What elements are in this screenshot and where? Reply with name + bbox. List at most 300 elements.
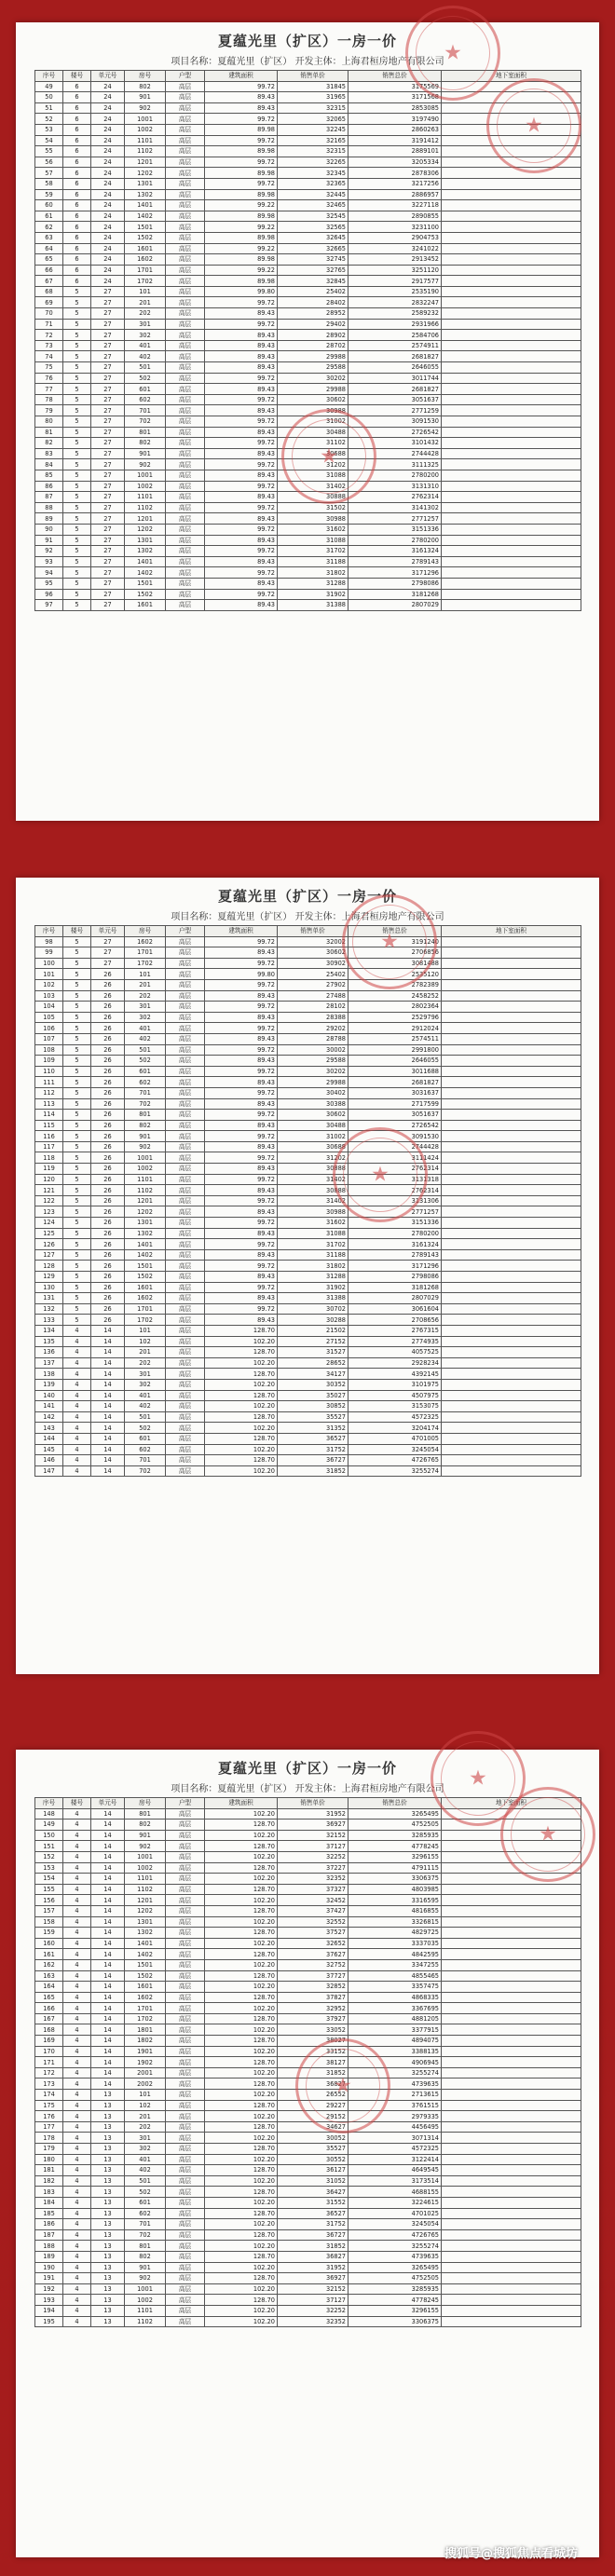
cell-area: 89.43	[205, 427, 278, 438]
cell-type: 高层	[166, 1087, 205, 1098]
cell-area: 99.22	[205, 243, 278, 254]
cell-unit: 26	[91, 1066, 125, 1077]
cell-unit: 27	[91, 459, 125, 470]
cell-unit: 13	[91, 2283, 125, 2295]
cell-basement-area	[442, 958, 581, 969]
cell-serial: 99	[35, 947, 63, 959]
cell-unit: 14	[91, 1390, 125, 1401]
column-header-unit: 单元号	[91, 71, 125, 82]
cell-area: 128.70	[205, 2121, 278, 2133]
cell-type: 高层	[166, 1369, 205, 1380]
cell-total-price: 2931966	[348, 319, 442, 330]
cell-unit: 24	[91, 114, 125, 125]
table-row	[35, 524, 581, 535]
cell-area: 102.20	[205, 1982, 278, 1993]
cell-type: 高层	[166, 481, 205, 492]
cell-unit-price: 35027	[278, 1390, 348, 1401]
cell-unit-price: 31602	[278, 524, 348, 535]
column-header-area: 建筑面积	[205, 71, 278, 82]
table-row	[35, 1455, 581, 1466]
cell-serial: 139	[35, 1379, 63, 1390]
cell-total-price: 2762314	[348, 492, 442, 503]
cell-building: 5	[63, 524, 91, 535]
cell-basement-area	[442, 2144, 581, 2155]
cell-basement-area	[442, 448, 581, 459]
cell-type: 高层	[166, 1218, 205, 1229]
cell-building: 5	[63, 362, 91, 374]
column-header-type: 户型	[166, 71, 205, 82]
price-table	[34, 1797, 581, 2327]
cell-serial: 49	[35, 81, 63, 92]
cell-unit: 24	[91, 189, 125, 200]
cell-area: 89.43	[205, 1272, 278, 1283]
cell-area: 99.72	[205, 459, 278, 470]
table-row	[35, 1465, 581, 1477]
cell-room: 1601	[125, 1282, 166, 1293]
cell-room: 502	[125, 373, 166, 384]
cell-room: 702	[125, 1098, 166, 1110]
cell-building: 4	[63, 2046, 91, 2057]
cell-total-price: 4778245	[348, 1841, 442, 1852]
cell-total-price: 3204174	[348, 1423, 442, 1434]
cell-room: 702	[125, 2229, 166, 2241]
column-header-building: 楼号	[63, 71, 91, 82]
cell-total-price: 2979335	[348, 2111, 442, 2122]
cell-basement-area	[442, 1077, 581, 1088]
cell-basement-area	[442, 222, 581, 233]
table-row	[35, 2283, 581, 2295]
cell-type: 高层	[166, 1970, 205, 1982]
cell-area: 89.43	[205, 351, 278, 362]
cell-unit: 14	[91, 1982, 125, 1993]
cell-room: 1101	[125, 135, 166, 146]
cell-unit-price: 31288	[278, 578, 348, 589]
cell-total-price: 2771257	[348, 513, 442, 525]
cell-type: 高层	[166, 1141, 205, 1152]
cell-room: 102	[125, 1336, 166, 1347]
cell-total-price: 4778245	[348, 2295, 442, 2306]
table-row	[35, 1949, 581, 1960]
cell-total-price: 2798086	[348, 578, 442, 589]
cell-basement-area	[442, 1195, 581, 1206]
table-row	[35, 362, 581, 374]
cell-type: 高层	[166, 567, 205, 579]
cell-basement-area	[442, 135, 581, 146]
cell-type: 高层	[166, 1884, 205, 1895]
cell-basement-area	[442, 1218, 581, 1229]
cell-unit-price: 32165	[278, 135, 348, 146]
cell-type: 高层	[166, 2079, 205, 2090]
cell-basement-area	[442, 1023, 581, 1034]
cell-total-price: 2762314	[348, 1164, 442, 1175]
cell-type: 高层	[166, 2067, 205, 2079]
cell-building: 4	[63, 2175, 91, 2187]
cell-unit: 26	[91, 1120, 125, 1131]
cell-area: 99.72	[205, 1066, 278, 1077]
cell-type: 高层	[166, 114, 205, 125]
cell-unit-price: 31002	[278, 1131, 348, 1142]
cell-unit-price: 31102	[278, 438, 348, 449]
cell-serial: 74	[35, 351, 63, 362]
table-row	[35, 189, 581, 200]
column-header-basement-area: 地下室面积	[442, 1798, 581, 1809]
cell-basement-area	[442, 114, 581, 125]
cell-basement-area	[442, 1928, 581, 1939]
cell-area: 102.20	[205, 1379, 278, 1390]
cell-basement-area	[442, 556, 581, 567]
cell-unit: 14	[91, 1808, 125, 1820]
cell-building: 5	[63, 1293, 91, 1304]
column-header-room: 房号	[125, 71, 166, 82]
cell-type: 高层	[166, 448, 205, 459]
cell-unit: 14	[91, 1820, 125, 1831]
cell-room: 1102	[125, 146, 166, 157]
cell-serial: 83	[35, 448, 63, 459]
cell-unit-price: 32252	[278, 1851, 348, 1862]
cell-unit-price: 32152	[278, 2283, 348, 2295]
cell-unit-price: 37527	[278, 1928, 348, 1939]
table-row	[35, 157, 581, 168]
cell-basement-area	[442, 1044, 581, 1056]
cell-type: 高层	[166, 947, 205, 959]
cell-total-price: 2762314	[348, 1185, 442, 1196]
cell-unit-price: 27902	[278, 979, 348, 990]
cell-unit: 14	[91, 1884, 125, 1895]
cell-unit: 14	[91, 2024, 125, 2036]
table-row	[35, 1874, 581, 1885]
table-row	[35, 1336, 581, 1347]
cell-area: 102.20	[205, 2111, 278, 2122]
table-row	[35, 1185, 581, 1196]
cell-room: 1702	[125, 2013, 166, 2024]
cell-room: 1301	[125, 535, 166, 546]
cell-area: 102.20	[205, 1336, 278, 1347]
cell-unit-price: 32352	[278, 2316, 348, 2327]
cell-serial: 126	[35, 1239, 63, 1250]
table-row	[35, 1131, 581, 1142]
cell-unit: 27	[91, 578, 125, 589]
table-row	[35, 102, 581, 114]
cell-total-price: 4855465	[348, 1970, 442, 1982]
cell-unit: 27	[91, 362, 125, 374]
cell-building: 4	[63, 1336, 91, 1347]
cell-type: 高层	[166, 1044, 205, 1056]
table-row	[35, 1357, 581, 1369]
cell-serial: 140	[35, 1390, 63, 1401]
column-header-basement-area: 地下室面积	[442, 71, 581, 82]
table-row	[35, 135, 581, 146]
cell-type: 高层	[166, 1916, 205, 1928]
table-row	[35, 427, 581, 438]
cell-unit: 26	[91, 1195, 125, 1206]
cell-basement-area	[442, 102, 581, 114]
cell-total-price: 4688155	[348, 2187, 442, 2198]
cell-unit: 27	[91, 958, 125, 969]
table-row	[35, 81, 581, 92]
table-row	[35, 308, 581, 320]
cell-total-price: 2853085	[348, 102, 442, 114]
cell-serial: 161	[35, 1949, 63, 1960]
cell-room: 501	[125, 2175, 166, 2187]
cell-unit-price: 36827	[278, 2251, 348, 2262]
cell-unit: 14	[91, 1928, 125, 1939]
cell-area: 89.98	[205, 168, 278, 179]
table-row	[35, 2121, 581, 2133]
cell-building: 6	[63, 135, 91, 146]
cell-total-price: 3231100	[348, 222, 442, 233]
cell-area: 99.72	[205, 394, 278, 405]
cell-basement-area	[442, 2305, 581, 2316]
cell-unit-price: 30388	[278, 1098, 348, 1110]
cell-unit-price: 32002	[278, 936, 348, 947]
cell-total-price: 3337035	[348, 1938, 442, 1949]
cell-serial: 134	[35, 1325, 63, 1336]
table-row	[35, 1077, 581, 1088]
cell-basement-area	[442, 1379, 581, 1390]
cell-unit-price: 32465	[278, 200, 348, 211]
cell-room: 901	[125, 1830, 166, 1841]
cell-area: 89.43	[205, 1185, 278, 1196]
cell-total-price: 2458252	[348, 990, 442, 1002]
cell-building: 5	[63, 600, 91, 611]
cell-building: 6	[63, 222, 91, 233]
cell-type: 高层	[166, 1239, 205, 1250]
cell-building: 4	[63, 2111, 91, 2122]
cell-type: 高层	[166, 1195, 205, 1206]
cell-building: 4	[63, 1928, 91, 1939]
cell-total-price: 3122414	[348, 2154, 442, 2165]
cell-room: 201	[125, 979, 166, 990]
cell-serial: 62	[35, 222, 63, 233]
cell-unit-price: 33152	[278, 2046, 348, 2057]
cell-basement-area	[442, 427, 581, 438]
table-row	[35, 2197, 581, 2208]
cell-unit: 27	[91, 384, 125, 395]
column-header-serial: 序号	[35, 1798, 63, 1809]
cell-serial: 51	[35, 102, 63, 114]
cell-type: 高层	[166, 1056, 205, 1067]
cell-serial: 69	[35, 297, 63, 308]
cell-room: 901	[125, 1131, 166, 1142]
cell-unit-price: 26552	[278, 2090, 348, 2101]
cell-room: 1502	[125, 232, 166, 243]
cell-unit: 27	[91, 492, 125, 503]
table-row	[35, 124, 581, 135]
cell-serial: 116	[35, 1131, 63, 1142]
cell-serial: 138	[35, 1369, 63, 1380]
cell-building: 6	[63, 157, 91, 168]
cell-basement-area	[442, 947, 581, 959]
cell-unit-price: 28702	[278, 340, 348, 351]
cell-building: 4	[63, 2100, 91, 2111]
cell-basement-area	[442, 502, 581, 513]
table-row	[35, 1851, 581, 1862]
cell-basement-area	[442, 1164, 581, 1175]
cell-area: 99.72	[205, 319, 278, 330]
cell-area: 99.72	[205, 546, 278, 557]
cell-total-price: 3131318	[348, 1174, 442, 1185]
cell-serial: 133	[35, 1315, 63, 1326]
cell-serial: 151	[35, 1841, 63, 1852]
table-row	[35, 2241, 581, 2252]
cell-basement-area	[442, 157, 581, 168]
cell-type: 高层	[166, 1357, 205, 1369]
table-row	[35, 2262, 581, 2273]
cell-unit: 14	[91, 1938, 125, 1949]
cell-unit-price: 36427	[278, 2187, 348, 2198]
cell-unit: 27	[91, 351, 125, 362]
cell-area: 128.70	[205, 1390, 278, 1401]
cell-total-price: 2535190	[348, 286, 442, 297]
cell-area: 99.72	[205, 1239, 278, 1250]
table-row	[35, 2295, 581, 2306]
cell-serial: 183	[35, 2187, 63, 2198]
cell-unit-price: 38127	[278, 2057, 348, 2068]
cell-unit-price: 32352	[278, 1874, 348, 1885]
cell-type: 高层	[166, 1293, 205, 1304]
cell-serial: 61	[35, 211, 63, 222]
cell-room: 1401	[125, 1938, 166, 1949]
cell-unit: 26	[91, 1282, 125, 1293]
cell-serial: 192	[35, 2283, 63, 2295]
cell-type: 高层	[166, 81, 205, 92]
table-row	[35, 1261, 581, 1272]
cell-unit-price: 34127	[278, 1369, 348, 1380]
column-header-room: 房号	[125, 1798, 166, 1809]
cell-serial: 70	[35, 308, 63, 320]
cell-area: 99.22	[205, 222, 278, 233]
table-row	[35, 979, 581, 990]
cell-unit: 13	[91, 2229, 125, 2241]
table-row	[35, 438, 581, 449]
cell-total-price: 3285935	[348, 2283, 442, 2295]
cell-type: 高层	[166, 1390, 205, 1401]
table-body	[35, 1808, 581, 2327]
cell-unit: 13	[91, 2111, 125, 2122]
cell-building: 4	[63, 2295, 91, 2306]
cell-serial: 72	[35, 330, 63, 341]
cell-area: 89.43	[205, 1164, 278, 1175]
cell-total-price: 2574511	[348, 1033, 442, 1044]
cell-total-price: 3061604	[348, 1303, 442, 1315]
cell-type: 高层	[166, 2229, 205, 2241]
cell-serial: 153	[35, 1862, 63, 1874]
table-row	[35, 2251, 581, 2262]
table-row	[35, 2079, 581, 2090]
cell-unit-price: 32952	[278, 2003, 348, 2014]
cell-unit: 26	[91, 1110, 125, 1121]
cell-room: 401	[125, 1390, 166, 1401]
cell-basement-area	[442, 254, 581, 266]
cell-unit: 14	[91, 1895, 125, 1906]
cell-total-price: 3217256	[348, 178, 442, 189]
cell-type: 高层	[166, 936, 205, 947]
cell-serial: 118	[35, 1152, 63, 1164]
cell-room: 1001	[125, 2283, 166, 2295]
cell-room: 802	[125, 81, 166, 92]
cell-building: 6	[63, 178, 91, 189]
table-row	[35, 265, 581, 276]
cell-basement-area	[442, 1131, 581, 1142]
cell-basement-area	[442, 1433, 581, 1444]
cell-area: 89.43	[205, 990, 278, 1002]
cell-area: 99.80	[205, 969, 278, 980]
source-watermark: 搜狐号@搜狐焦点看城坊	[444, 2547, 578, 2561]
cell-area: 128.70	[205, 1841, 278, 1852]
cell-building: 5	[63, 1002, 91, 1013]
table-row	[35, 513, 581, 525]
cell-total-price: 2726542	[348, 1120, 442, 1131]
cell-serial: 77	[35, 384, 63, 395]
cell-unit-price: 31602	[278, 1218, 348, 1229]
cell-basement-area	[442, 1174, 581, 1185]
cell-total-price: 3357475	[348, 1982, 442, 1993]
cell-building: 5	[63, 1185, 91, 1196]
cell-room: 602	[125, 1444, 166, 1455]
cell-building: 5	[63, 1228, 91, 1239]
cell-unit-price: 30202	[278, 1066, 348, 1077]
cell-type: 高层	[166, 265, 205, 276]
cell-serial: 145	[35, 1444, 63, 1455]
cell-building: 4	[63, 2208, 91, 2219]
cell-unit: 27	[91, 427, 125, 438]
cell-serial: 81	[35, 427, 63, 438]
cell-total-price: 2798086	[348, 1272, 442, 1283]
table-row	[35, 1433, 581, 1444]
table-row	[35, 2013, 581, 2024]
cell-total-price: 3255274	[348, 2067, 442, 2079]
cell-building: 6	[63, 124, 91, 135]
cell-basement-area	[442, 546, 581, 557]
cell-building: 4	[63, 1992, 91, 2003]
cell-unit-price: 32752	[278, 1959, 348, 1970]
cell-basement-area	[442, 2100, 581, 2111]
cell-total-price: 2646055	[348, 362, 442, 374]
cell-building: 4	[63, 1390, 91, 1401]
table-row	[35, 969, 581, 980]
cell-total-price: 3101975	[348, 1379, 442, 1390]
cell-total-price: 3255274	[348, 1465, 442, 1477]
column-header-total-price: 销售总价	[348, 926, 442, 937]
cell-total-price: 2890855	[348, 211, 442, 222]
cell-basement-area	[442, 1905, 581, 1916]
cell-total-price: 4701025	[348, 2208, 442, 2219]
cell-area: 99.72	[205, 373, 278, 384]
cell-unit-price: 37427	[278, 1905, 348, 1916]
cell-building: 5	[63, 373, 91, 384]
cell-area: 102.20	[205, 2283, 278, 2295]
table-row	[35, 1347, 581, 1358]
cell-area: 89.98	[205, 146, 278, 157]
cell-building: 5	[63, 1261, 91, 1272]
cell-type: 高层	[166, 1206, 205, 1218]
cell-basement-area	[442, 1916, 581, 1928]
cell-basement-area	[442, 405, 581, 416]
cell-type: 高层	[166, 969, 205, 980]
cell-building: 4	[63, 1884, 91, 1895]
cell-type: 高层	[166, 546, 205, 557]
cell-unit: 14	[91, 1379, 125, 1390]
cell-serial: 93	[35, 556, 63, 567]
table-row	[35, 589, 581, 600]
cell-serial: 58	[35, 178, 63, 189]
cell-room: 601	[125, 384, 166, 395]
cell-unit-price: 37727	[278, 1970, 348, 1982]
cell-room: 202	[125, 990, 166, 1002]
cell-unit: 14	[91, 2057, 125, 2068]
cell-total-price: 3347255	[348, 1959, 442, 1970]
cell-type: 高层	[166, 394, 205, 405]
